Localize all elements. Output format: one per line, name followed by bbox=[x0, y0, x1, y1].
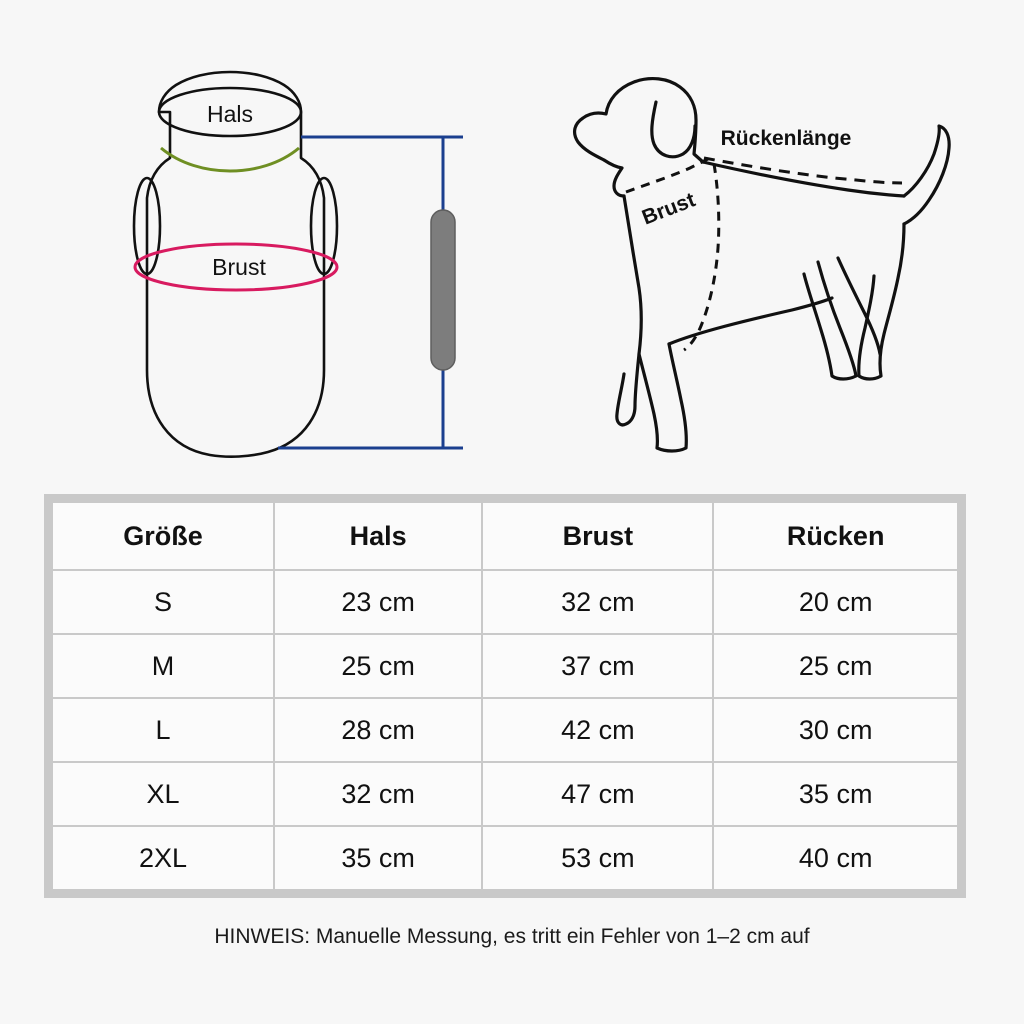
neck-measure-line bbox=[161, 148, 299, 171]
measurement-note: HINWEIS: Manuelle Messung, es tritt ein Fehler von 1–2 cm auf bbox=[214, 925, 810, 948]
table-row bbox=[52, 698, 958, 762]
dog-ear bbox=[652, 102, 695, 157]
dog-front-leg-left bbox=[617, 196, 641, 425]
cell-chest: 32 cm bbox=[482, 570, 713, 634]
dog-back-length-dashed bbox=[704, 158, 902, 183]
dog-back-length-label: Rückenlänge bbox=[720, 127, 852, 150]
garment-chest-label: Brust bbox=[212, 254, 266, 280]
cell-back: 25 cm bbox=[713, 634, 958, 698]
cell-neck: 28 cm bbox=[274, 698, 482, 762]
cell-chest: 42 cm bbox=[482, 698, 713, 762]
dog-chest-label: Brust bbox=[638, 188, 699, 230]
garment-diagram bbox=[118, 40, 508, 480]
dog-back-line bbox=[703, 162, 904, 196]
column-header-chest: Brust bbox=[482, 502, 713, 570]
table-header-row bbox=[52, 502, 958, 570]
cell-back: 40 cm bbox=[713, 826, 958, 890]
table-row bbox=[52, 570, 958, 634]
cell-neck: 25 cm bbox=[274, 634, 482, 698]
cell-size: M bbox=[52, 634, 274, 698]
dog-tail bbox=[904, 126, 949, 224]
dog-chest-dashed-upper bbox=[626, 158, 710, 192]
cell-neck: 23 cm bbox=[274, 570, 482, 634]
dog-muzzle-underside bbox=[604, 160, 624, 196]
cell-neck: 32 cm bbox=[274, 762, 482, 826]
cell-size: S bbox=[52, 570, 274, 634]
garment-neck-label: Hals bbox=[206, 101, 254, 127]
size-table bbox=[51, 501, 959, 891]
cell-back: 20 cm bbox=[713, 570, 958, 634]
cell-back: 30 cm bbox=[713, 698, 958, 762]
table-row bbox=[52, 762, 958, 826]
dog-belly-line bbox=[669, 298, 832, 344]
column-header-size: Größe bbox=[52, 502, 274, 570]
cell-back: 35 cm bbox=[713, 762, 958, 826]
cell-chest: 53 cm bbox=[482, 826, 713, 890]
cell-size: L bbox=[52, 698, 274, 762]
dog-hind-leg-far bbox=[859, 224, 904, 379]
cell-size: XL bbox=[52, 762, 274, 826]
cell-size: 2XL bbox=[52, 826, 274, 890]
size-table-container bbox=[44, 494, 966, 898]
dog-head-outline bbox=[575, 79, 703, 162]
dog-diagram bbox=[538, 62, 998, 472]
cell-neck: 35 cm bbox=[274, 826, 482, 890]
cell-chest: 47 cm bbox=[482, 762, 713, 826]
dog-front-paw bbox=[639, 344, 686, 451]
table-row bbox=[52, 826, 958, 890]
column-header-back: Rücken bbox=[713, 502, 958, 570]
cell-chest: 37 cm bbox=[482, 634, 713, 698]
diagram-area bbox=[0, 0, 1024, 488]
table-row bbox=[52, 634, 958, 698]
column-header-neck: Hals bbox=[274, 502, 482, 570]
dimension-pill-marker bbox=[431, 210, 455, 370]
